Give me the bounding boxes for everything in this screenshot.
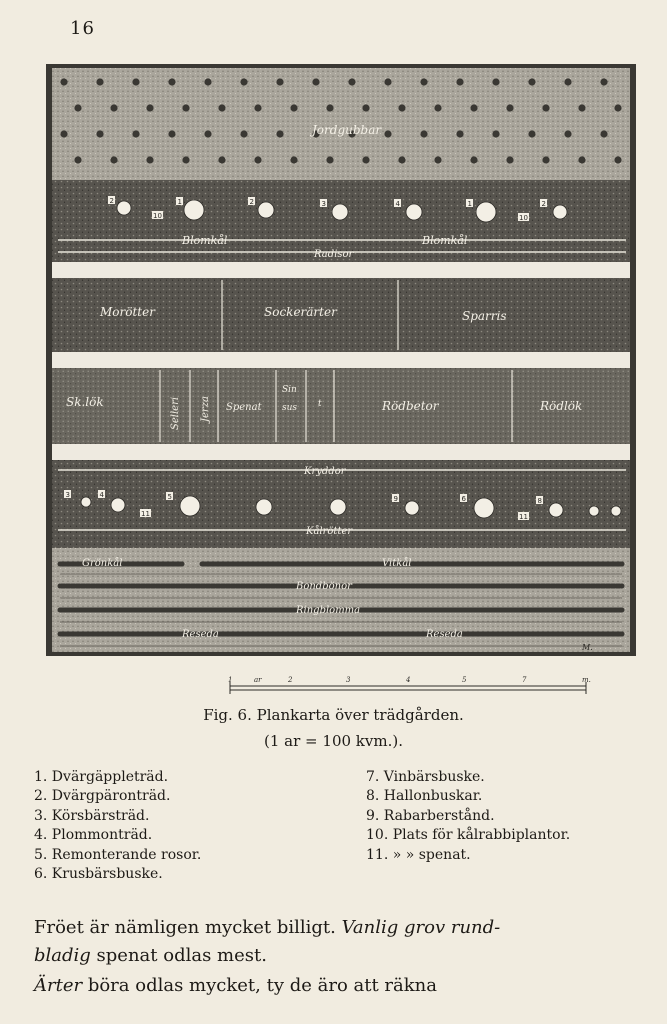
label-blomkal: Blomkål — [182, 234, 228, 247]
tree-number: 10 — [153, 212, 162, 220]
body-text-italic: Ärter — [34, 975, 83, 996]
label-radisor: Radisor — [314, 249, 354, 260]
legend-item: 2. Dvärgpäronträd. — [34, 788, 171, 805]
label-rodlok: Rödlök — [540, 399, 583, 413]
label-reseda: Reseda — [426, 629, 463, 640]
legend-item: 9. Rabarberstånd. — [366, 807, 495, 824]
tree-number: 10 — [519, 214, 528, 222]
label-kalrotter: Kålrötter — [306, 526, 353, 537]
garden-plan-drawing — [42, 60, 640, 660]
tree-number: 5 — [167, 493, 172, 501]
legend-item: 10. Plats för kålrabbiplantor. — [366, 827, 571, 844]
legend-item: 11. » » spenat. — [366, 846, 471, 863]
figure-caption: Fig. 6. Plankarta över trädgården. — [203, 706, 464, 724]
scale-label: 5 — [462, 676, 467, 684]
legend-item: 4. Plommonträd. — [34, 827, 153, 844]
tree-number: 11 — [519, 513, 528, 521]
legend-item: 8. Hallonbuskar. — [366, 788, 483, 805]
tree-number: 2 — [541, 200, 546, 208]
legend-item: 7. Vinbärsbuske. — [366, 769, 485, 785]
label-jerza: Jerza — [200, 396, 211, 422]
legend-item: 5. Remonterande rosor. — [34, 846, 202, 863]
label-sus: sus — [282, 403, 298, 413]
label-t: t — [318, 399, 322, 409]
artist-signature: M. — [582, 643, 593, 652]
label-reseda: Reseda — [182, 629, 219, 640]
tree-number: 1 — [177, 198, 182, 206]
body-text-italic: bladig — [34, 945, 91, 966]
garden-path — [52, 444, 630, 460]
label-kryddor: Kryddor — [304, 466, 346, 477]
tree-number: 6 — [461, 495, 466, 503]
garden-path — [52, 352, 630, 368]
tree-number: 11 — [141, 510, 150, 518]
tree-number: 9 — [393, 495, 398, 503]
legend-item: 3. Körsbärsträd. — [34, 807, 150, 824]
tree-number: 8 — [537, 497, 542, 505]
scale-label: m. — [582, 676, 591, 684]
body-text-normal: böra odlas mycket, ty de äro att räkna — [82, 975, 437, 996]
label-gronkal: Grönkål — [82, 558, 123, 569]
label-blomkal: Blomkål — [422, 234, 468, 247]
label-sklock: Sk.lök — [66, 395, 104, 409]
scale-label: 2 — [288, 676, 293, 684]
label-jordgubbar: Jordgubbar — [312, 123, 382, 137]
body-text-line — [34, 914, 634, 942]
tree-number: 4 — [395, 200, 400, 208]
tree-number: 2 — [109, 197, 114, 205]
scale-label: 4 — [406, 676, 411, 684]
label-sparris: Sparris — [462, 309, 507, 323]
body-text-italic: Vanlig grov rund- — [341, 917, 501, 938]
label-sin: Sin — [282, 385, 297, 395]
scale-bar — [226, 676, 606, 702]
garden-plan-figure — [42, 60, 640, 660]
page-number: 16 — [70, 18, 95, 39]
label-selleri: Selleri — [170, 396, 181, 430]
label-bondbonor: Bondbönor — [296, 581, 352, 592]
figure-scale-note: (1 ar = 100 kvm.). — [264, 732, 403, 750]
scale-label: 3 — [346, 676, 351, 684]
label-ringblomma: Ringblomma — [296, 605, 361, 616]
scale-label: 7 — [522, 676, 527, 684]
legend-item: 6. Krusbärsbuske. — [34, 866, 163, 883]
label-rodbetor: Rödbetor — [382, 399, 439, 413]
legend-right-column — [366, 768, 570, 865]
tree-number: 3 — [65, 491, 70, 499]
scale-label: ar — [254, 676, 262, 684]
tree-number: 1 — [467, 200, 472, 208]
label-morotter: Morötter — [100, 305, 155, 319]
legend-item: 1. Dvärgäppleträd. — [34, 769, 169, 785]
tree-number: 2 — [249, 198, 254, 206]
body-text-line — [34, 972, 634, 1000]
garden-path — [52, 262, 630, 278]
tree-number: 4 — [99, 491, 104, 499]
label-spenat: Spenat — [226, 402, 262, 413]
body-text-line — [34, 942, 634, 970]
body-text-normal: Fröet är nämligen mycket billigt. — [34, 917, 342, 938]
label-vitkal: Vitkål — [382, 558, 412, 569]
legend-left-column — [34, 768, 201, 884]
scale-label: 1 — [228, 676, 233, 684]
label-sockerarter: Sockerärter — [264, 305, 337, 319]
body-text-normal: spenat odlas mest. — [90, 945, 267, 966]
tree-number: 3 — [321, 200, 326, 208]
